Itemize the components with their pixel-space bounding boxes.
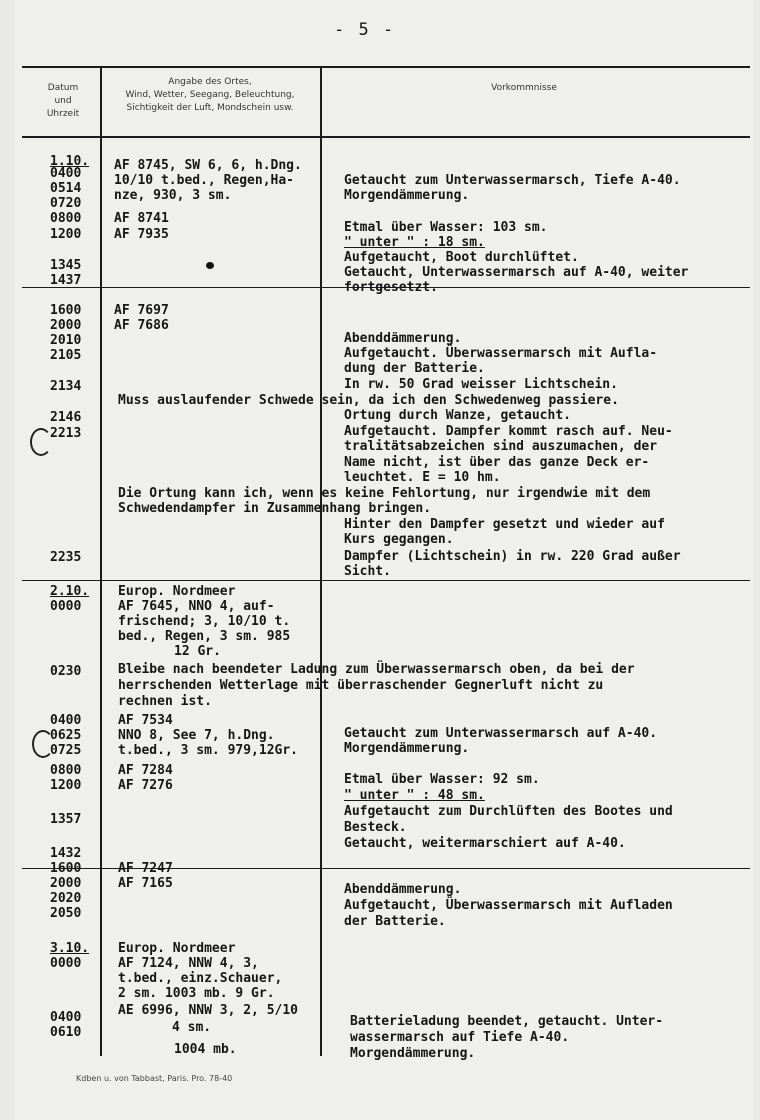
- time-entry: 0720: [50, 196, 82, 211]
- place-entry: AF 8745, SW 6, 6, h.Dng.: [114, 158, 302, 173]
- event-entry: Abenddämmerung.: [344, 882, 462, 897]
- print-footer: Kdben u. von Tabbast, Paris. Pro. 78-40: [76, 1074, 233, 1083]
- place-entry: 2 sm. 1003 mb. 9 Gr.: [118, 986, 275, 1001]
- time-entry: 1437: [50, 273, 82, 288]
- place-entry: Europ. Nordmeer: [118, 584, 236, 599]
- place-entry: AF 7935: [114, 227, 169, 242]
- date-entry: 3.10.: [50, 941, 90, 956]
- time-entry: 2105: [50, 348, 82, 363]
- event-entry: Etmal über Wasser: 103 sm.: [344, 220, 548, 235]
- header-bottom-rule: [22, 136, 750, 138]
- place-entry: AF 7284: [118, 763, 173, 778]
- event-entry: Morgendämmerung.: [344, 188, 470, 203]
- header-place-line: Wind, Wetter, Seegang, Beleuchtung,: [125, 90, 295, 100]
- time-entry: 0400: [50, 713, 82, 728]
- punch-hole-mark: [32, 730, 54, 758]
- event-entry: Etmal über Wasser: 92 sm.: [344, 772, 540, 787]
- header-date-column: [28, 82, 98, 121]
- event-entry: Aufgetaucht. Überwassermarsch mit Aufla-: [344, 346, 658, 361]
- event-entry: Dampfer (Lichtschein) in rw. 220 Grad außer: [344, 549, 681, 564]
- event-entry: Aufgetaucht. Dampfer kommt rasch auf. Neu-: [344, 424, 673, 439]
- time-entry: 2146: [50, 410, 82, 425]
- time-entry: 0625: [50, 728, 82, 743]
- place-entry: AF 7697: [114, 303, 169, 318]
- event-entry: Muss auslaufender Schwede sein, da ich den Schwedenweg passiere.: [118, 393, 619, 408]
- place-entry: nze, 930, 3 sm.: [114, 188, 232, 203]
- time-entry: 0400: [50, 166, 82, 181]
- event-entry: Getaucht zum Unterwassermarsch, Tiefe A-40.: [344, 173, 681, 188]
- column-divider-1: [100, 66, 102, 1056]
- place-entry: AF 7276: [118, 778, 173, 793]
- event-entry: Aufgetaucht, Boot durchlüftet.: [344, 250, 579, 265]
- page-number: - 5 -: [334, 20, 396, 40]
- event-entry: Batterieladung beendet, getaucht. Unter-: [350, 1014, 664, 1029]
- place-entry: AF 8741: [114, 211, 169, 226]
- event-entry: Aufgetaucht zum Durchlüften des Bootes und: [344, 804, 673, 819]
- time-entry: 1600: [50, 861, 82, 876]
- punch-hole-mark: [30, 428, 52, 456]
- time-entry: 1200: [50, 778, 82, 793]
- event-entry: Bleibe nach beendeter Ladung zum Überwassermarsch oben, da bei der: [118, 662, 635, 677]
- event-entry: " unter " : 18 sm.: [344, 235, 485, 250]
- time-entry: 2000: [50, 876, 82, 891]
- place-entry: AF 7124, NNW 4, 3,: [118, 956, 259, 971]
- header-date-line: und: [54, 96, 72, 106]
- place-entry: AF 7534: [118, 713, 173, 728]
- time-entry: 0000: [50, 956, 82, 971]
- section-rule-2: [22, 580, 750, 581]
- event-entry: rechnen ist.: [118, 694, 212, 709]
- event-entry: Morgendämmerung.: [344, 741, 470, 756]
- time-entry: 1432: [50, 846, 82, 861]
- time-entry: 2020: [50, 891, 82, 906]
- event-entry: Name nicht, ist über das ganze Deck er-: [344, 455, 650, 470]
- place-entry: 10/10 t.bed., Regen,Ha-: [114, 173, 295, 188]
- place-entry: NNO 8, See 7, h.Dng.: [118, 728, 275, 743]
- header-place-column: [104, 76, 316, 115]
- time-entry: 0000: [50, 599, 82, 614]
- time-entry: 2010: [50, 333, 82, 348]
- time-entry: 2235: [50, 550, 82, 565]
- place-entry: AE 6996, NNW 3, 2, 5/10: [118, 1003, 299, 1018]
- header-date-line: Uhrzeit: [46, 109, 80, 119]
- time-entry: 1200: [50, 227, 82, 242]
- place-entry: 4 sm.: [172, 1020, 212, 1035]
- event-entry: leuchtet. E = 10 hm.: [344, 470, 501, 485]
- time-entry: 0800: [50, 763, 82, 778]
- place-entry: AF 7686: [114, 318, 169, 333]
- event-entry: Ortung durch Wanze, getaucht.: [344, 408, 571, 423]
- event-entry: Getaucht, Unterwassermarsch auf A-40, weiter: [344, 265, 689, 280]
- event-entry: tralitätsabzeichen sind auszumachen, der: [344, 439, 658, 454]
- event-entry: Hinter den Dampfer gesetzt und wieder auf: [344, 517, 665, 532]
- header-place-line: Sichtigkeit der Luft, Mondschein usw.: [126, 103, 294, 113]
- event-entry: der Batterie.: [344, 914, 446, 929]
- event-entry: fortgesetzt.: [344, 280, 438, 295]
- place-entry: AF 7165: [118, 876, 173, 891]
- place-entry: t.bed., 3 sm. 979,12Gr.: [118, 743, 299, 758]
- event-entry: Aufgetaucht, Überwassermarsch mit Aufladen: [344, 898, 673, 913]
- event-entry: herrschenden Wetterlage mit überraschender Gegnerluft nicht zu: [118, 678, 604, 693]
- time-entry: 0610: [50, 1025, 82, 1040]
- header-top-rule: [22, 66, 750, 68]
- date-entry: 1.10.: [50, 154, 90, 169]
- time-entry: 0230: [50, 664, 82, 679]
- event-entry: " unter " : 48 sm.: [344, 788, 485, 803]
- event-entry: Sicht.: [344, 564, 391, 579]
- event-entry: In rw. 50 Grad weisser Lichtschein.: [344, 377, 618, 392]
- place-entry: AF 7247: [118, 861, 173, 876]
- time-entry: 2000: [50, 318, 82, 333]
- event-entry: Kurs gegangen.: [344, 532, 454, 547]
- time-entry: 0514: [50, 181, 82, 196]
- event-entry: Getaucht zum Unterwassermarsch auf A-40.: [344, 726, 658, 741]
- column-divider-2: [320, 66, 322, 1056]
- event-entry: dung der Batterie.: [344, 361, 485, 376]
- header-events-column: Vorkommnisse: [491, 83, 557, 93]
- header-date-line: Datum: [47, 83, 79, 93]
- time-entry: 2134: [50, 379, 82, 394]
- time-entry: 2213: [50, 426, 82, 441]
- time-entry: 0725: [50, 743, 82, 758]
- place-entry: AF 7645, NNO 4, auf-: [118, 599, 275, 614]
- event-entry: Abenddämmerung.: [344, 331, 462, 346]
- date-entry: 2.10.: [50, 584, 90, 599]
- place-entry: bed., Regen, 3 sm. 985: [118, 629, 291, 644]
- event-entry: Schwedendampfer in Zusammenhang bringen.: [118, 501, 432, 516]
- event-entry: Die Ortung kann ich, wenn es keine Fehlortung, nur irgendwie mit dem: [118, 486, 651, 501]
- event-entry: wassermarsch auf Tiefe A-40.: [350, 1030, 570, 1045]
- place-entry: Europ. Nordmeer: [118, 941, 236, 956]
- time-entry: 1600: [50, 303, 82, 318]
- time-entry: 0800: [50, 211, 82, 226]
- logbook-page: [14, 0, 754, 1120]
- event-entry: Getaucht, weitermarschiert auf A-40.: [344, 836, 626, 851]
- event-entry: Besteck.: [344, 820, 407, 835]
- ink-blot: [206, 262, 214, 269]
- header-place-line: Angabe des Ortes,: [168, 77, 252, 87]
- time-entry: 1357: [50, 812, 82, 827]
- time-entry: 2050: [50, 906, 82, 921]
- place-entry: 12 Gr.: [174, 644, 221, 659]
- place-entry: frischend; 3, 10/10 t.: [118, 614, 291, 629]
- place-entry: 1004 mb.: [174, 1042, 237, 1057]
- time-entry: 1345: [50, 258, 82, 273]
- time-entry: 0400: [50, 1010, 82, 1025]
- place-entry: t.bed., einz.Schauer,: [118, 971, 283, 986]
- event-entry: Morgendämmerung.: [350, 1046, 476, 1061]
